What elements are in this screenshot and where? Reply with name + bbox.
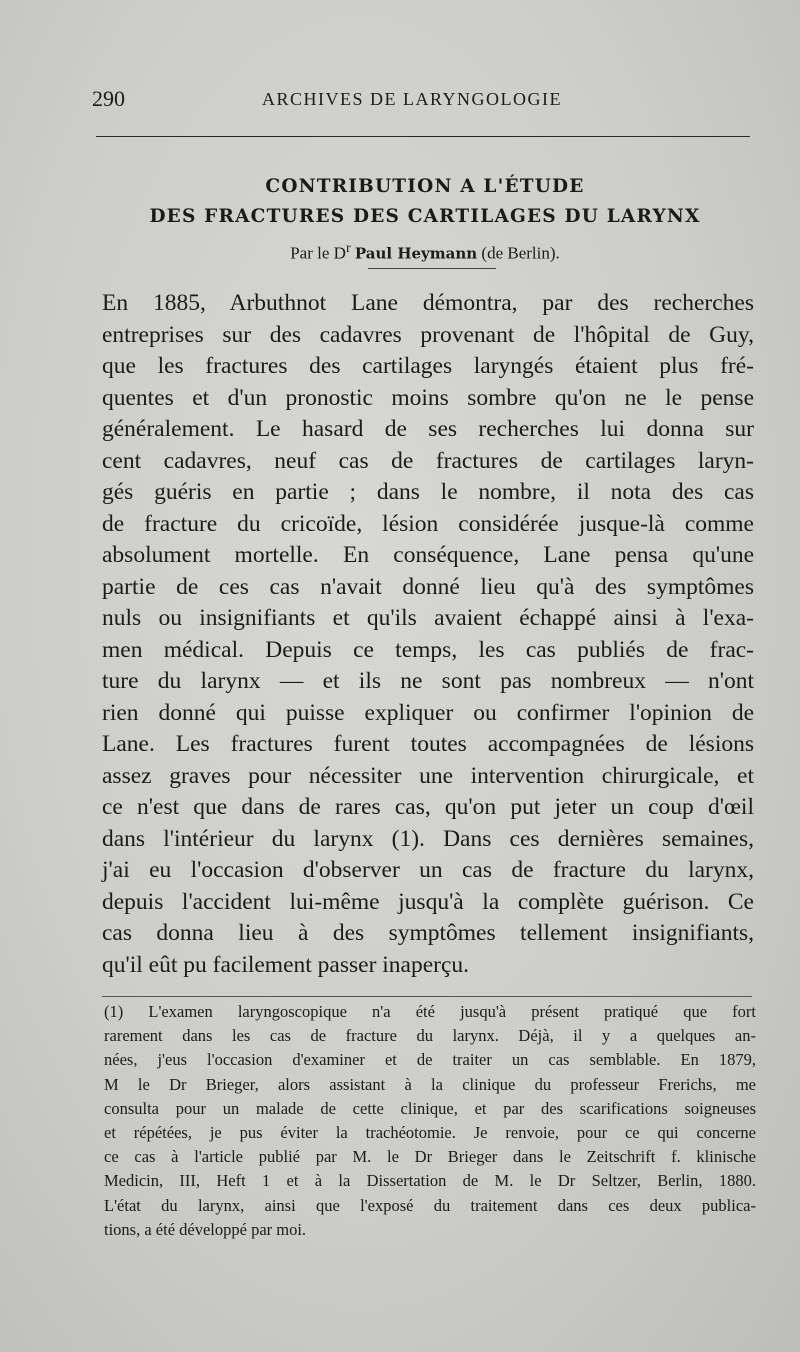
body-line: ture du larynx — et ils ne sont pas nombreux — n'ont (102, 668, 754, 694)
body-line: j'ai eu l'occasion d'observer un cas de fracture du larynx, (102, 857, 754, 883)
body-line: que les fractures des cartilages laryngés étaient plus fré- (102, 353, 754, 379)
footnote-line: Medicin, III, Heft 1 et à la Dissertation de M. le Dr Seltzer, Berlin, 1880. (104, 1171, 756, 1191)
body-line: quentes et d'un pronostic moins sombre qu'on ne le pense (102, 384, 754, 411)
page-number: 290 (92, 86, 125, 111)
body-line: assez graves pour nécessiter une intervention chirurgicale, et (102, 762, 754, 789)
footnote-line: rarement dans les cas de fracture du larynx. Déjà, il y a quelques an- (104, 1026, 756, 1046)
byline (100, 234, 750, 268)
body-line: rien donné qui puisse expliquer ou confirmer l'opinion de (102, 699, 754, 726)
footnote-line: (1) L'examen laryngoscopique n'a été jusqu'à présent pratiqué que fort (104, 1002, 756, 1021)
body-line: gés guéris en partie ; dans le nombre, il nota des cas (102, 479, 754, 505)
running-head: ARCHIVES DE LARYNGOLOGIE (262, 89, 562, 109)
body-line: partie de ces cas n'avait donné lieu qu'à des symptômes (102, 573, 754, 600)
footnote-line: L'état du larynx, ainsi que l'exposé du traitement dans ces deux publica- (104, 1195, 756, 1215)
footnote-rule (102, 996, 752, 997)
header-rule (96, 136, 750, 137)
article-title-block (100, 172, 750, 268)
byline-sup: r (345, 240, 351, 256)
body-line: absolument mortelle. En conséquence, Lane pensa qu'une (102, 542, 754, 568)
footnote-line: tions, a été développé par moi. (104, 1219, 307, 1239)
body-line: depuis l'accident lui-même jusqu'à la complète guérison. Ce (102, 888, 754, 915)
body-text (102, 288, 754, 981)
body-line: Lane. Les fractures furent toutes accompagnées de lésions (102, 731, 754, 757)
author-name: Paul Heymann (354, 244, 478, 263)
article-title-line-2: DES FRACTURES DES CARTILAGES DU LARYNX (149, 206, 701, 227)
page-header (92, 86, 692, 116)
body-line: entreprises sur des cadavres provenant de l'hôpital de Guy, (102, 321, 754, 348)
footnote-line: ce cas à l'article publié par M. le Dr Brieger dans le Zeitschrift f. klinische (104, 1147, 756, 1167)
body-line: En 1885, Arbuthnot Lane démontra, par des recherches (102, 290, 754, 316)
body-line: cas donna lieu à des symptômes tellement insignifiants, (102, 920, 754, 946)
byline-suffix: (de Berlin). (481, 243, 560, 263)
title-rule (368, 268, 496, 269)
article-title-line-1: CONTRIBUTION A L'ÉTUDE (265, 176, 585, 197)
body-line: généralement. Le hasard de ses recherches lui donna sur (102, 416, 754, 442)
body-line: de fracture du cricoïde, lésion considérée jusque-là comme (102, 510, 754, 537)
footnote (104, 1000, 756, 1242)
footnote-line: nées, j'eus l'occasion d'examiner et de traiter un cas semblable. En 1879, (104, 1050, 756, 1070)
body-line: dans l'intérieur du larynx (1). Dans ces dernières semaines, (102, 825, 754, 852)
body-line: nuls ou insignifiants et qu'ils avaient échappé ainsi à l'exa- (102, 605, 754, 631)
footnote-line: M le Dr Brieger, alors assistant à la clinique du professeur Frerichs, me (104, 1074, 756, 1094)
body-line: men médical. Depuis ce temps, les cas publiés de frac- (102, 636, 754, 663)
body-line: ce n'est que dans de rares cas, qu'on put jeter un coup d'œil (102, 794, 754, 820)
byline-prefix: Par le D (290, 243, 346, 263)
body-line: qu'il eût pu facilement passer inaperçu. (102, 951, 470, 978)
body-line: cent cadavres, neuf cas de fractures de cartilages laryn- (102, 447, 754, 474)
footnote-line: et répétées, je pus éviter la trachéotomie. Je renvoie, pour ce qui concerne (104, 1122, 756, 1142)
footnote-line: consulta pour un malade de cette clinique, et par des scarifications soigneuses (104, 1098, 756, 1118)
